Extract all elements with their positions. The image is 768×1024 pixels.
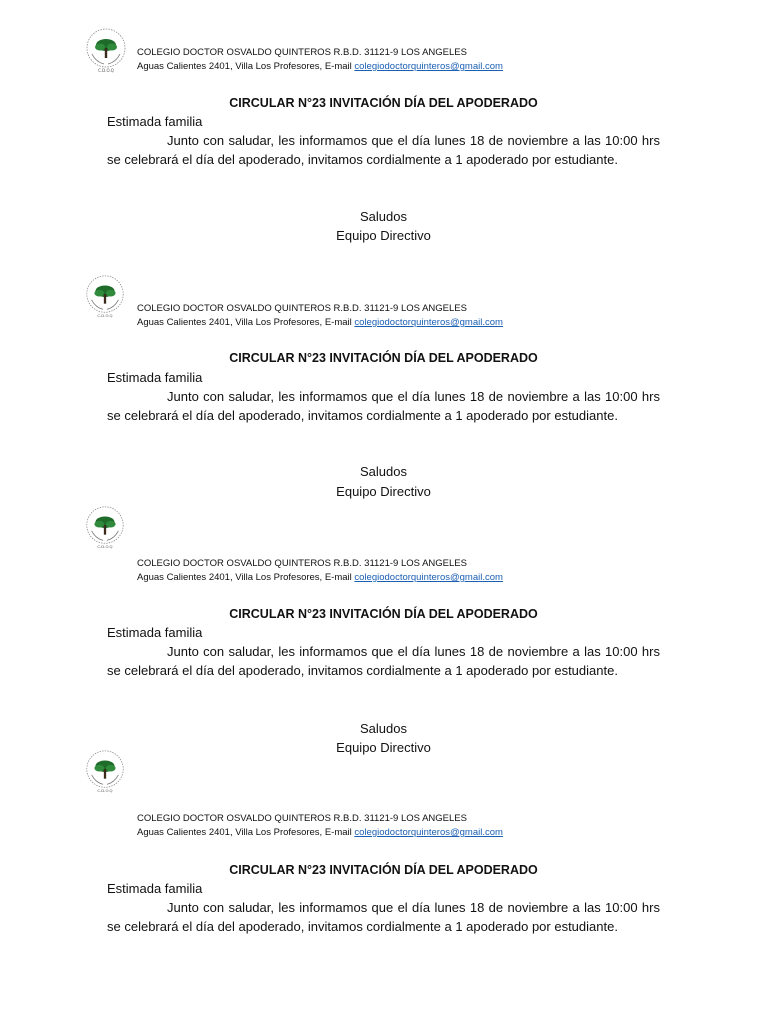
circular-copy-3 bbox=[0, 500, 768, 755]
address-text: Aguas Calientes 2401, Villa Los Profesores, E-mail bbox=[137, 827, 355, 838]
circular-body: Junto con saludar, les informamos que el día lunes 18 de noviembre a las 10:00 hrs se celebrará el día del apoderado, invitamos cordialmente a 1 apoderado por estudiante. bbox=[107, 389, 660, 423]
circular-copy-4 bbox=[0, 745, 768, 1024]
email-link[interactable]: colegiodoctorquinteros@gmail.com bbox=[354, 317, 503, 328]
school-address bbox=[137, 317, 503, 329]
address-text: Aguas Calientes 2401, Villa Los Profesores, E-mail bbox=[137, 317, 355, 328]
closing-saludos: Saludos bbox=[360, 209, 407, 224]
greeting: Estimada familia bbox=[107, 114, 203, 129]
email-link[interactable]: colegiodoctorquinteros@gmail.com bbox=[354, 827, 503, 838]
svg-text:C.D.O.Q: C.D.O.Q bbox=[97, 788, 113, 794]
closing-signature: Equipo Directivo bbox=[336, 484, 431, 499]
email-link[interactable]: colegiodoctorquinteros@gmail.com bbox=[354, 61, 503, 72]
svg-text:C.D.O.Q: C.D.O.Q bbox=[97, 313, 113, 319]
circular-copy-2 bbox=[0, 255, 768, 510]
closing-saludos: Saludos bbox=[360, 464, 407, 479]
address-text: Aguas Calientes 2401, Villa Los Profesores, E-mail bbox=[137, 572, 355, 583]
circular-body: Junto con saludar, les informamos que el día lunes 18 de noviembre a las 10:00 hrs se celebrará el día del apoderado, invitamos cordialmente a 1 apoderado por estudiante. bbox=[107, 644, 660, 678]
svg-text:C.D.O.Q: C.D.O.Q bbox=[97, 544, 113, 550]
greeting: Estimada familia bbox=[107, 881, 203, 896]
school-address bbox=[137, 827, 503, 839]
svg-text:C.D.O.Q: C.D.O.Q bbox=[98, 68, 114, 73]
school-header: COLEGIO DOCTOR OSVALDO QUINTEROS R.B.D. 31121-9 LOS ANGELES bbox=[137, 813, 467, 824]
greeting: Estimada familia bbox=[107, 370, 203, 385]
circular-title: CIRCULAR N°23 INVITACIÓN DÍA DEL APODERADO bbox=[229, 607, 538, 621]
circular-title: CIRCULAR N°23 INVITACIÓN DÍA DEL APODERADO bbox=[229, 863, 538, 877]
greeting: Estimada familia bbox=[107, 625, 203, 640]
school-seal-icon bbox=[82, 502, 128, 552]
school-seal-icon bbox=[82, 273, 128, 319]
closing-saludos: Saludos bbox=[360, 721, 407, 736]
school-address bbox=[137, 61, 503, 73]
circular-title: CIRCULAR N°23 INVITACIÓN DÍA DEL APODERADO bbox=[229, 96, 538, 110]
closing-signature: Equipo Directivo bbox=[336, 228, 431, 243]
address-text: Aguas Calientes 2401, Villa Los Profesores, E-mail bbox=[137, 61, 355, 72]
school-seal-icon bbox=[82, 745, 128, 797]
email-link[interactable]: colegiodoctorquinteros@gmail.com bbox=[354, 572, 503, 583]
school-header: COLEGIO DOCTOR OSVALDO QUINTEROS R.B.D. 31121-9 LOS ANGELES bbox=[137, 47, 467, 58]
school-address bbox=[137, 572, 503, 584]
closing-signature: Equipo Directivo bbox=[336, 740, 431, 755]
school-seal-icon bbox=[82, 26, 130, 74]
circular-body: Junto con saludar, les informamos que el día lunes 18 de noviembre a las 10:00 hrs se celebrará el día del apoderado, invitamos cordialmente a 1 apoderado por estudiante. bbox=[107, 133, 660, 167]
school-header: COLEGIO DOCTOR OSVALDO QUINTEROS R.B.D. 31121-9 LOS ANGELES bbox=[137, 303, 467, 314]
school-header: COLEGIO DOCTOR OSVALDO QUINTEROS R.B.D. 31121-9 LOS ANGELES bbox=[137, 558, 467, 569]
circular-title: CIRCULAR N°23 INVITACIÓN DÍA DEL APODERADO bbox=[229, 351, 538, 365]
circular-copy-1 bbox=[0, 0, 768, 255]
circular-body: Junto con saludar, les informamos que el día lunes 18 de noviembre a las 10:00 hrs se celebrará el día del apoderado, invitamos cordialmente a 1 apoderado por estudiante. bbox=[107, 900, 660, 934]
